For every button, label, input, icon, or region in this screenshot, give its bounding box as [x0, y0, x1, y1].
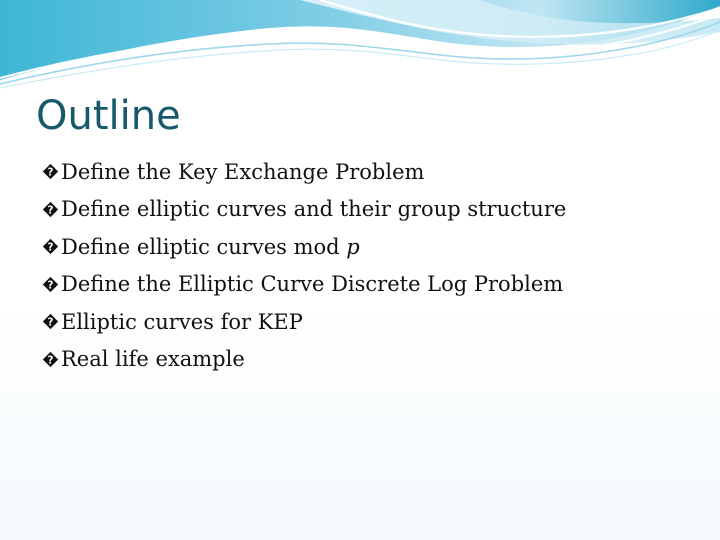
svg-text:?: ?: [47, 355, 54, 367]
bullet-text: Define elliptic curves and their group structure: [61, 197, 567, 222]
svg-text:?: ?: [47, 205, 54, 217]
replacement-character-icon: [42, 238, 59, 255]
bullet-text: Elliptic curves for KEP: [61, 309, 303, 334]
replacement-character-icon: [42, 163, 59, 180]
bullet-item: [42, 228, 682, 266]
bullet-text: Real life example: [61, 347, 245, 372]
bullet-text: [61, 235, 360, 259]
svg-text:?: ?: [47, 280, 54, 292]
replacement-character-icon: [42, 201, 59, 218]
svg-text:?: ?: [47, 317, 54, 329]
bullet-item: [42, 341, 682, 379]
bullet-text: Define the Elliptic Curve Discrete Log Problem: [61, 272, 564, 297]
replacement-character-icon: [42, 351, 59, 368]
replacement-character-icon: [42, 276, 59, 293]
bullet-item: [42, 191, 682, 229]
bullet-text-italic-variable: p: [346, 234, 360, 259]
bullet-list: [42, 153, 682, 378]
svg-text:?: ?: [47, 242, 54, 254]
bullet-item: [42, 153, 682, 191]
slide-title: Outline: [36, 93, 181, 139]
replacement-character-icon: [42, 313, 59, 330]
wave-banner: [0, 0, 720, 90]
svg-text:?: ?: [47, 167, 54, 179]
bullet-text: Define the Key Exchange Problem: [61, 159, 425, 184]
bullet-item: [42, 266, 682, 304]
bullet-text-plain: Define elliptic curves mod: [61, 234, 347, 259]
bullet-item: [42, 303, 682, 341]
